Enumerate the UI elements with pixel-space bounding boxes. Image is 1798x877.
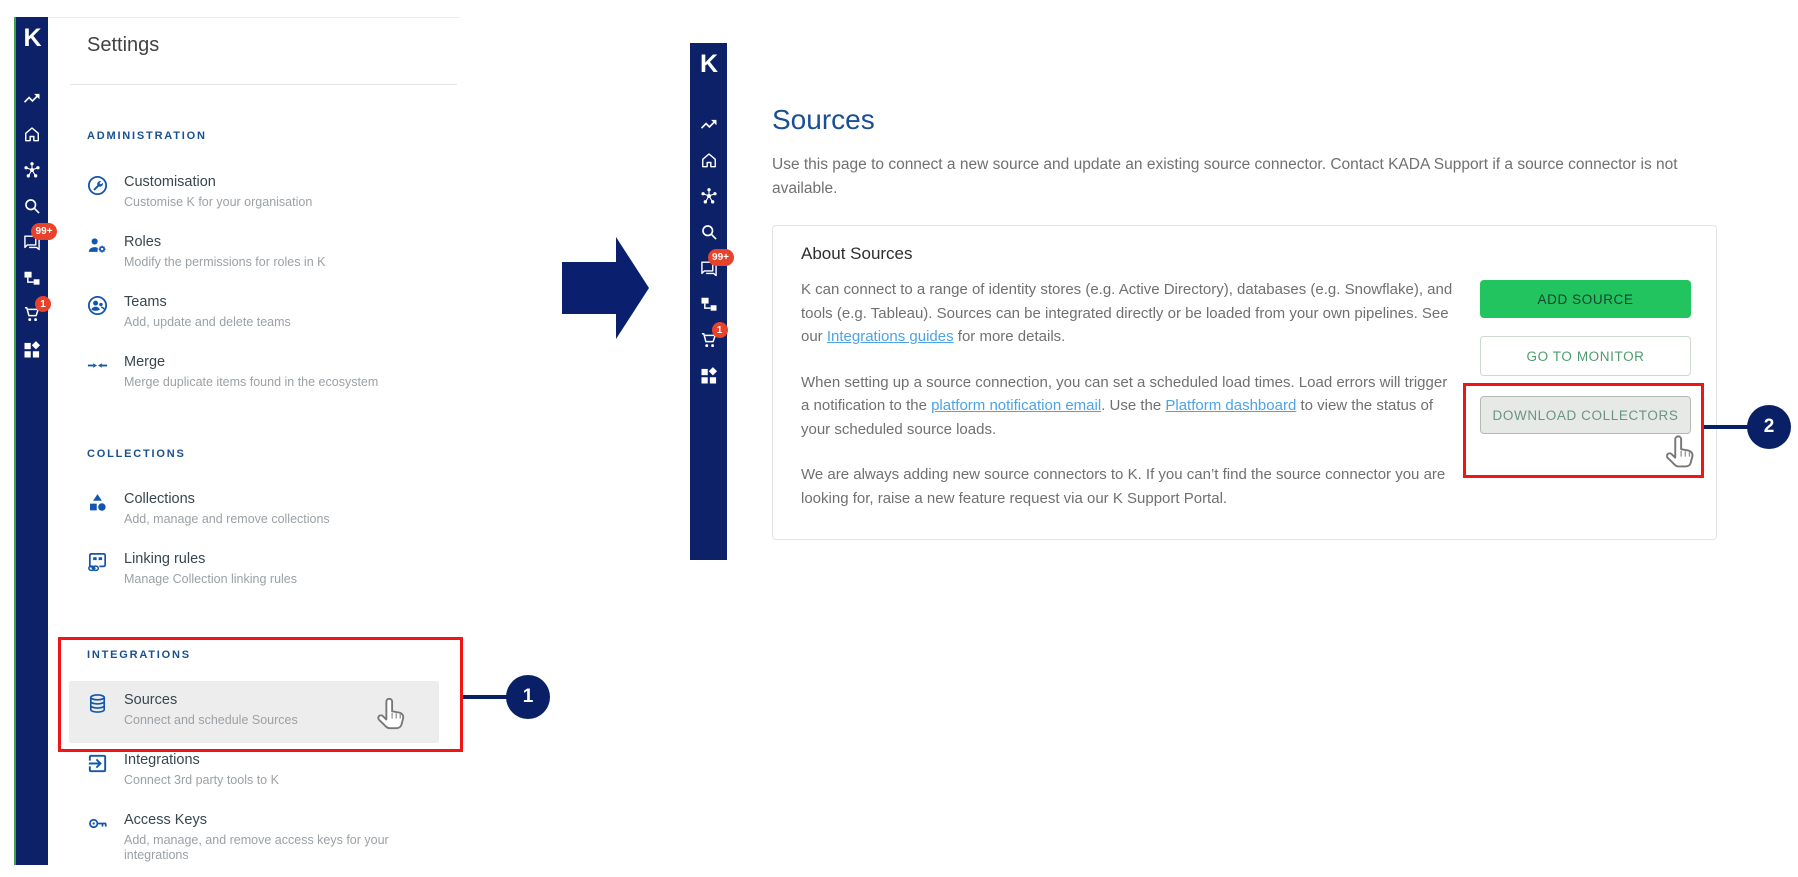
chat-icon[interactable]: [22, 226, 53, 252]
item-title: Merge: [124, 354, 166, 370]
item-title: Access Keys: [124, 812, 207, 828]
card-body: [801, 278, 1459, 532]
item-subtitle: Connect 3rd party tools to K: [124, 773, 279, 787]
chat-icon[interactable]: [699, 252, 729, 278]
settings-item-teams[interactable]: [86, 294, 426, 330]
item-subtitle: Add, manage, and remove access keys for your integrations: [124, 833, 389, 862]
hub-icon[interactable]: [22, 160, 42, 180]
divider: [70, 84, 457, 85]
k-logo[interactable]: K: [23, 24, 41, 52]
page-title: Settings: [87, 34, 160, 56]
linking-rules-icon: [86, 551, 109, 574]
cart-count-badge: 1: [35, 296, 51, 312]
cart-icon[interactable]: [699, 324, 723, 350]
merge-icon: [86, 354, 109, 377]
paragraph-2: [801, 371, 1459, 442]
item-title: Sources: [124, 692, 178, 708]
settings-item-access-keys[interactable]: [86, 812, 426, 863]
widgets-icon[interactable]: [22, 340, 42, 360]
text: K can connect to a range of identity stores (e.g. Active Directory), databases (e.g. Snowflake), and tools (e.g. Tableau). Sources can be integrated directly or be loaded from your own pipelines. See our: [801, 281, 1453, 345]
item-subtitle: Customise K for your organisation: [124, 195, 313, 209]
hand-cursor-icon: [1660, 430, 1702, 476]
paragraph-1: [801, 278, 1459, 349]
item-subtitle: Modify the permissions for roles in K: [124, 255, 326, 269]
text: When setting up a source connection, you can set a scheduled load times. Load errors will trigger a notification to the: [801, 373, 1448, 414]
item-subtitle: Manage Collection linking rules: [124, 572, 298, 586]
home-icon[interactable]: [22, 124, 42, 144]
text: . Use the: [1101, 397, 1166, 414]
item-title: Linking rules: [124, 551, 206, 567]
hand-cursor-icon: [372, 692, 412, 738]
paragraph-3: We are always adding new source connectors to K. If you can’t find the source connector you are looking for, raise a new feature request via our K Support Portal.: [801, 466, 1446, 507]
transition-arrow-icon: [558, 233, 652, 348]
settings-item-roles[interactable]: [86, 234, 426, 270]
text: to view the status of your scheduled source loads.: [801, 397, 1434, 438]
integrations-guides-link[interactable]: Integrations guides: [826, 328, 954, 345]
item-title: Teams: [124, 294, 167, 310]
step-badge-1: 1: [506, 675, 550, 719]
item-title: Roles: [124, 234, 162, 250]
go-to-monitor-button[interactable]: GO TO MONITOR: [1480, 336, 1691, 376]
app-sidebar: [14, 17, 53, 865]
text: for more details.: [953, 328, 1066, 345]
teams-icon: [86, 294, 109, 317]
app-sidebar: [690, 43, 727, 560]
step-badge-2: 2: [1747, 405, 1791, 449]
settings-item-collections[interactable]: [86, 491, 426, 527]
annotation-connector-step2: [1704, 425, 1748, 429]
section-header-integrations: INTEGRATIONS: [87, 649, 191, 661]
item-subtitle: Add, update and delete teams: [124, 315, 291, 329]
search-icon[interactable]: [22, 196, 42, 216]
account-tree-icon[interactable]: [22, 268, 42, 288]
page-description: Use this page to connect a new source and update an existing source connector. Contact KADA Support if a source connector is not available.: [772, 156, 1678, 197]
integrations-icon: [86, 752, 109, 775]
access-keys-icon: [86, 812, 109, 835]
widgets-icon[interactable]: [699, 366, 719, 386]
trending-up-icon[interactable]: [699, 114, 719, 134]
section-header-administration: ADMINISTRATION: [87, 130, 207, 142]
item-title: Integrations: [124, 752, 200, 768]
settings-item-customisation[interactable]: [86, 174, 426, 210]
item-subtitle: Add, manage and remove collections: [124, 512, 330, 526]
home-icon[interactable]: [699, 150, 719, 170]
chat-count-badge: 99+: [31, 223, 57, 240]
annotation-connector-step1: [463, 695, 508, 699]
customisation-icon: [86, 174, 109, 197]
item-title: Collections: [124, 491, 195, 507]
roles-icon: [86, 234, 109, 257]
settings-item-linking-rules[interactable]: [86, 551, 426, 587]
download-collectors-button[interactable]: DOWNLOAD COLLECTORS: [1480, 396, 1691, 434]
settings-item-integrations[interactable]: [86, 752, 426, 788]
k-logo[interactable]: K: [699, 50, 718, 78]
item-subtitle: Connect and schedule Sources: [124, 713, 298, 727]
platform-dashboard-link[interactable]: Platform dashboard: [1165, 397, 1297, 414]
section-header-collections: COLLECTIONS: [87, 448, 186, 460]
collections-icon: [86, 491, 109, 514]
chat-count-badge: 99+: [708, 249, 734, 266]
search-icon[interactable]: [699, 222, 719, 242]
settings-item-merge[interactable]: [86, 354, 426, 390]
item-title: Customisation: [124, 174, 216, 190]
item-subtitle: Merge duplicate items found in the ecosystem: [124, 375, 379, 389]
hub-icon[interactable]: [699, 186, 719, 206]
cart-icon[interactable]: [22, 298, 46, 324]
page-title: Sources: [772, 104, 875, 135]
account-tree-icon[interactable]: [699, 294, 719, 314]
trending-up-icon[interactable]: [22, 88, 42, 108]
card-title: About Sources: [801, 244, 913, 263]
platform-notification-email-link[interactable]: platform notification email: [931, 397, 1102, 414]
add-source-button[interactable]: ADD SOURCE: [1480, 280, 1691, 318]
cart-count-badge: 1: [712, 322, 728, 338]
